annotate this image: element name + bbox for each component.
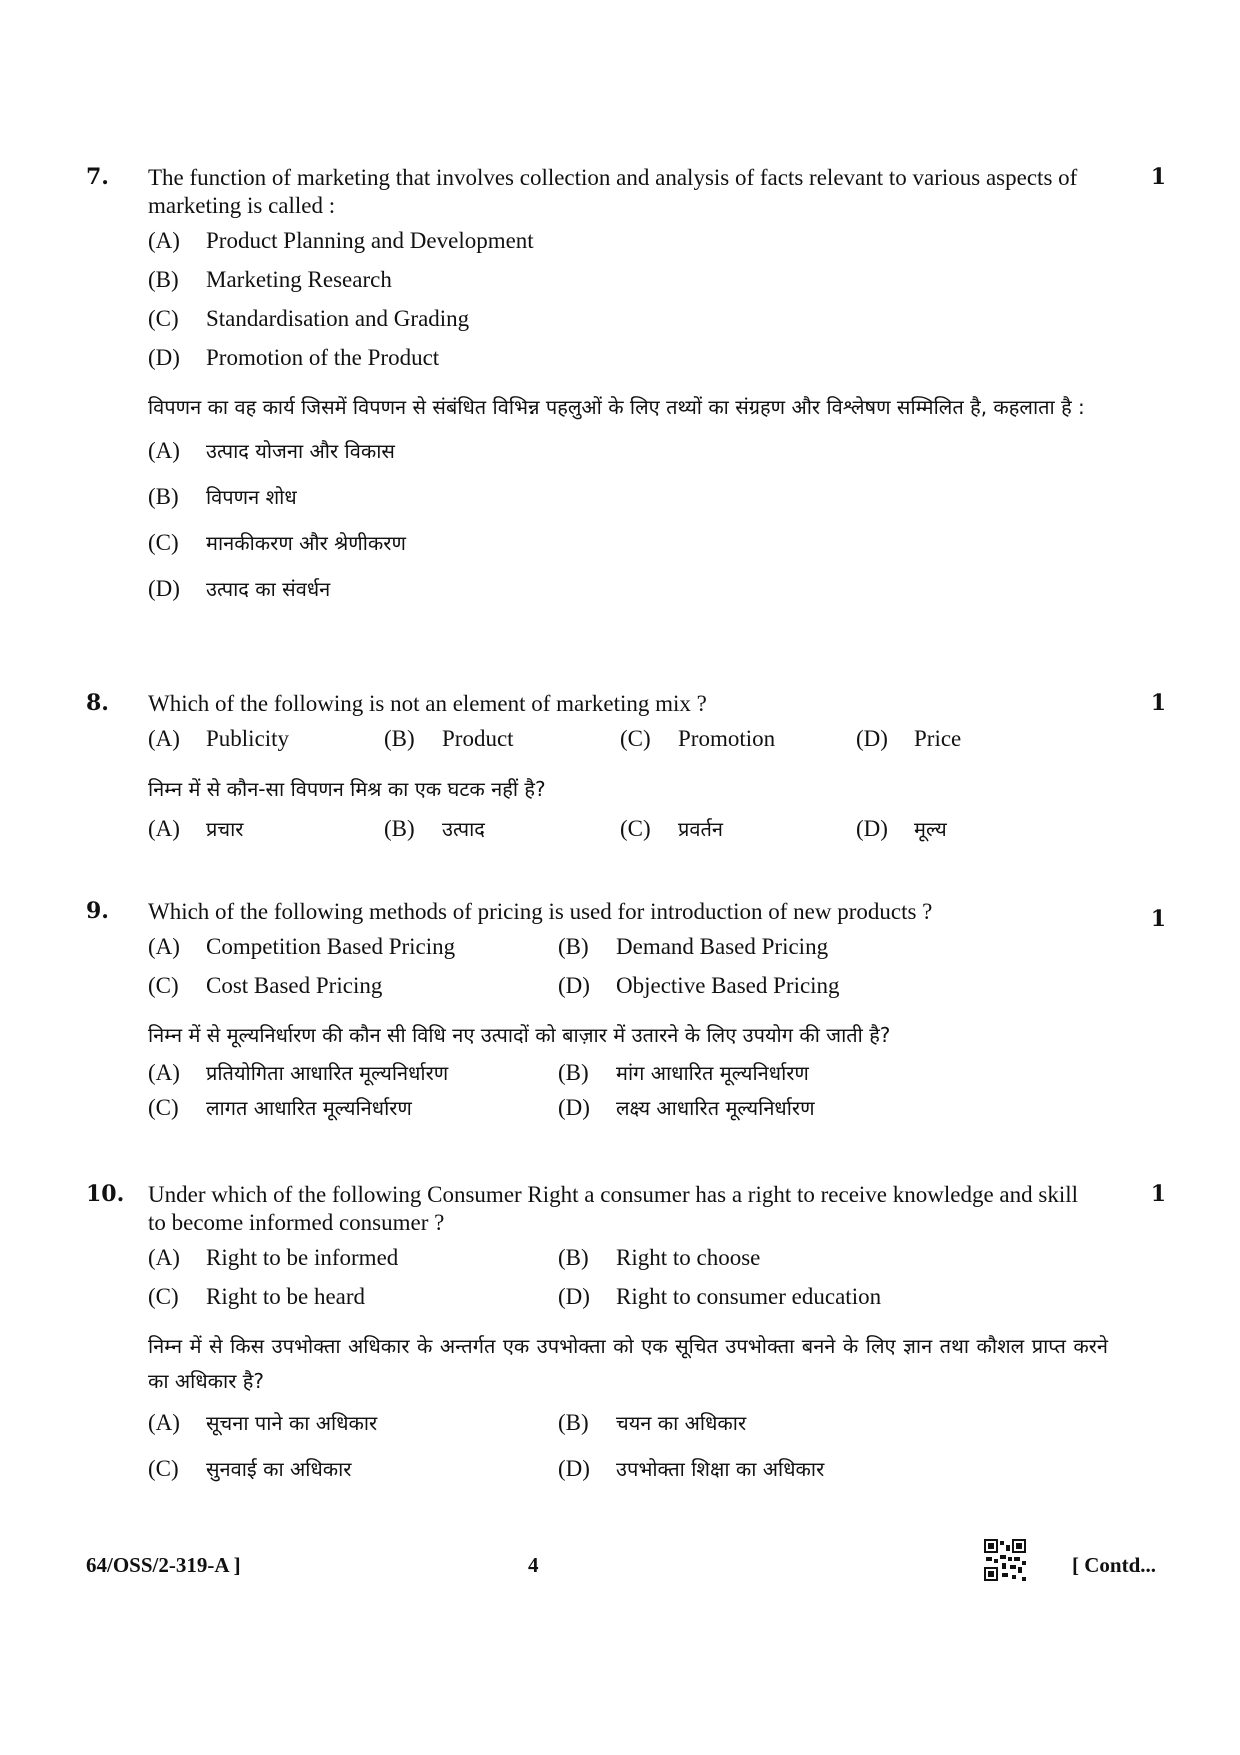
option: (D) Right to consumer education <box>558 1284 882 1309</box>
option: (D) Price <box>856 726 962 751</box>
option: (A) Competition Based Pricing <box>148 934 456 959</box>
question-marks: 1 <box>1150 1181 1166 1207</box>
question-7 <box>86 164 1166 621</box>
qr-code-icon <box>984 1539 1026 1581</box>
option: (A) प्रतियोगिता आधारित मूल्यनिर्धारण <box>148 1060 449 1085</box>
question-text-hi: निम्न में से मूल्यनिर्धारण की कौन सी विधि नए उत्पादों को बाज़ार में उतारने के लिए उपयोग की जाती है? <box>148 1023 891 1047</box>
option: (C) मानकीकरण और श्रेणीकरण <box>148 530 406 555</box>
page-number: 4 <box>528 1553 539 1577</box>
question-text-en: Under which of the following Consumer Right a consumer has a right to receive knowledge and skill to become informed consumer ? <box>148 1182 1079 1235</box>
option: (B) उत्पाद <box>384 816 485 841</box>
option: (A) उत्पाद योजना और विकास <box>148 438 395 463</box>
question-number: 9. <box>86 898 109 924</box>
options-hi <box>148 815 1166 855</box>
options-en <box>148 1245 1166 1323</box>
option: (A) प्रचार <box>148 816 244 841</box>
question-text-en: The function of marketing that involves collection and analysis of facts relevant to various aspects of marketing is called : <box>148 165 1078 218</box>
option: (A) सूचना पाने का अधिकार <box>148 1410 378 1435</box>
option: (B) विपणन शोध <box>148 484 297 509</box>
question-number: 8. <box>86 690 109 716</box>
question-text-en: Which of the following methods of pricing is used for introduction of new products ? <box>148 899 933 924</box>
options-en <box>148 726 1166 766</box>
option: (D) लक्ष्य आधारित मूल्यनिर्धारण <box>558 1095 815 1120</box>
question-9 <box>86 898 1166 1129</box>
option: (D) उपभोक्ता शिक्षा का अधिकार <box>558 1456 825 1481</box>
option: (C) Right to be heard <box>148 1284 366 1309</box>
option: (C) Promotion <box>620 726 776 751</box>
option: (A) Publicity <box>148 726 290 751</box>
question-marks: 1 <box>1150 906 1166 932</box>
question-marks: 1 <box>1150 164 1166 190</box>
question-number: 7. <box>86 164 109 190</box>
question-10 <box>86 1181 1166 1501</box>
option: (C) Standardisation and Grading <box>148 306 470 331</box>
option: (D) मूल्य <box>856 816 947 841</box>
option: (C) प्रवर्तन <box>620 816 723 841</box>
option: (B) चयन का अधिकार <box>558 1410 747 1435</box>
option: (B) मांग आधारित मूल्यनिर्धारण <box>558 1060 809 1085</box>
option: (B) Right to choose <box>558 1245 761 1270</box>
option: (B) Marketing Research <box>148 267 392 292</box>
question-8 <box>86 690 1166 855</box>
option: (D) उत्पाद का संवर्धन <box>148 576 331 601</box>
option: (C) Cost Based Pricing <box>148 973 383 998</box>
option: (D) Objective Based Pricing <box>558 973 840 998</box>
option: (C) सुनवाई का अधिकार <box>148 1456 352 1481</box>
options-hi <box>148 1409 1166 1501</box>
options-en <box>148 934 1166 1012</box>
option: (C) लागत आधारित मूल्यनिर्धारण <box>148 1095 412 1120</box>
options-en <box>148 228 1166 384</box>
options-hi <box>148 437 1166 621</box>
option: (A) Product Planning and Development <box>148 228 534 253</box>
question-text-hi: विपणन का वह कार्य जिसमें विपणन से संबंधित विभिन्न पहलुओं के लिए तथ्यों का संग्रहण और विश्लेषण सम्मिलित है, कहलाता है : <box>148 395 1085 419</box>
question-text-hi: निम्न में से कौन-सा विपणन मिश्र का एक घटक नहीं है? <box>148 777 546 801</box>
continued-label: [ Contd... <box>1071 1553 1156 1577</box>
question-marks: 1 <box>1150 690 1166 716</box>
question-text-en: Which of the following is not an element of marketing mix ? <box>148 691 707 716</box>
option: (A) Right to be informed <box>148 1245 399 1270</box>
paper-code: 64/OSS/2-319-A ] <box>86 1553 241 1577</box>
question-text-hi: निम्न में से किस उपभोक्ता अधिकार के अन्तर्गत एक उपभोक्ता को एक सूचित उपभोक्ता बनने के लिए ज्ञान तथा कौशल प्राप्त करने का अधिकार है? <box>148 1334 1108 1393</box>
question-number: 10. <box>86 1181 125 1207</box>
option: (B) Demand Based Pricing <box>558 934 829 959</box>
option: (D) Promotion of the Product <box>148 345 440 370</box>
options-hi <box>148 1059 1166 1129</box>
option: (B) Product <box>384 726 514 751</box>
page-footer <box>86 1553 1156 1593</box>
